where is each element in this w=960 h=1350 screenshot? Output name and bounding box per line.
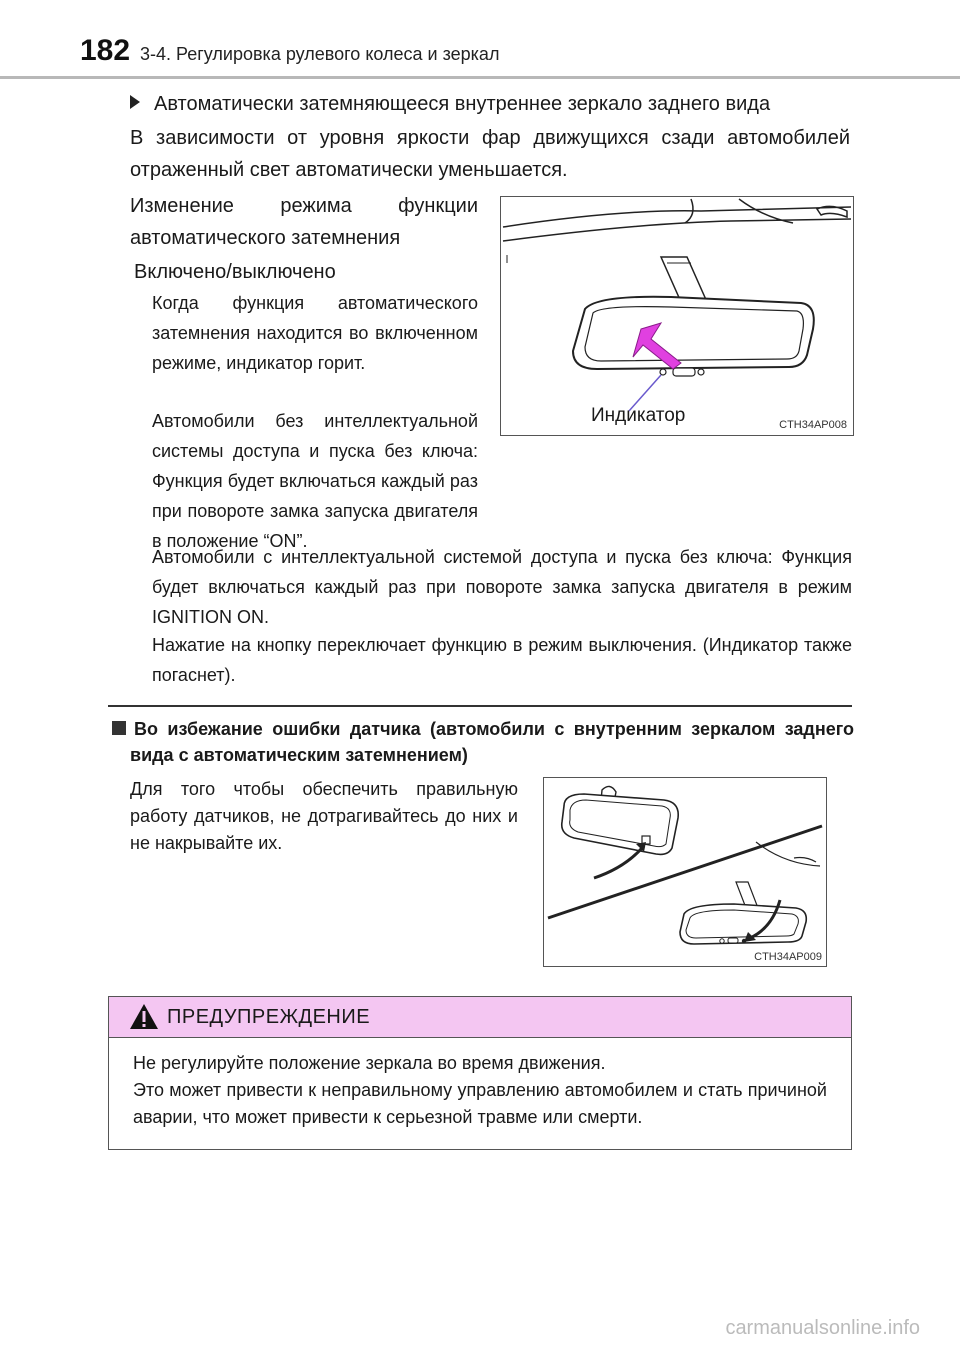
section2-heading-line1: Во избежание ошибки датчика (автомобили с внутренним зеркалом заднего <box>134 719 854 739</box>
indicator-label: Индикатор <box>591 405 686 426</box>
warning-header <box>109 997 851 1038</box>
square-bullet-icon <box>112 721 126 735</box>
sensor-illustration <box>544 778 826 966</box>
mirror-illustration <box>501 197 853 435</box>
warning-box <box>108 996 852 1150</box>
warning-body <box>109 1038 851 1131</box>
mode-title-line2: автоматического затемнения <box>130 227 401 249</box>
warning-line2: Это может привести к неправильному управлению автомобилем и стать причиной аварии, что может привести к серьезной травме или смерти. <box>133 1080 827 1127</box>
section-divider <box>108 705 852 707</box>
on-off-label: Включено/выключено <box>134 261 336 283</box>
page-number: 182 <box>80 34 131 67</box>
warning-triangle-icon <box>129 1003 159 1031</box>
section2-heading-line1-row <box>112 716 854 742</box>
figure2-code: CTH34AP009 <box>754 951 822 963</box>
section2-heading-line2: вида с автоматическим затемнением) <box>130 745 468 765</box>
warning-title: ПРЕДУПРЕЖДЕНИЕ <box>167 1006 371 1028</box>
figure-mirror-sensors <box>543 777 827 967</box>
header-divider <box>0 76 960 79</box>
figure1-code: CTH34AP008 <box>779 419 847 431</box>
triangle-bullet-icon <box>130 95 140 109</box>
section1-para3: Автомобили с интеллектуальной системой доступа и пуска без ключа: Функция будет включаться каждый раз при повороте замка запуска двигателя в режим IGNITION ON. <box>152 547 852 627</box>
section1-para1: Когда функция автоматического затемнения находится во включенном режиме, индикатор горит. <box>152 293 478 373</box>
section1-heading: Автоматически затемняющееся внутреннее зеркало заднего вида <box>154 93 771 115</box>
mode-title-line1: Изменение режима функции <box>130 195 478 217</box>
section1-intro: В зависимости от уровня яркости фар движущихся сзади автомобилей отраженный свет автоматически уменьшается. <box>130 127 850 181</box>
section1-para4: Нажатие на кнопку переключает функцию в режим выключения. (Индикатор также погаснет). <box>152 635 852 685</box>
section1-heading-row <box>130 88 870 120</box>
section1-para2: Автомобили без интеллектуальной системы доступа и пуска без ключа: Функция будет включаться каждый раз при повороте замка запуска двигателя в положение “ON”. <box>152 411 478 551</box>
figure-mirror-indicator <box>500 196 854 436</box>
section2-text: Для того чтобы обеспечить правильную работу датчиков, не дотрагивайтесь до них и не накрывайте их. <box>130 779 518 853</box>
watermark: carmanualsonline.info <box>725 1317 920 1339</box>
warning-line1: Не регулируйте положение зеркала во время движения. <box>133 1053 606 1073</box>
section-title: 3-4. Регулировка рулевого колеса и зеркал <box>140 44 500 64</box>
